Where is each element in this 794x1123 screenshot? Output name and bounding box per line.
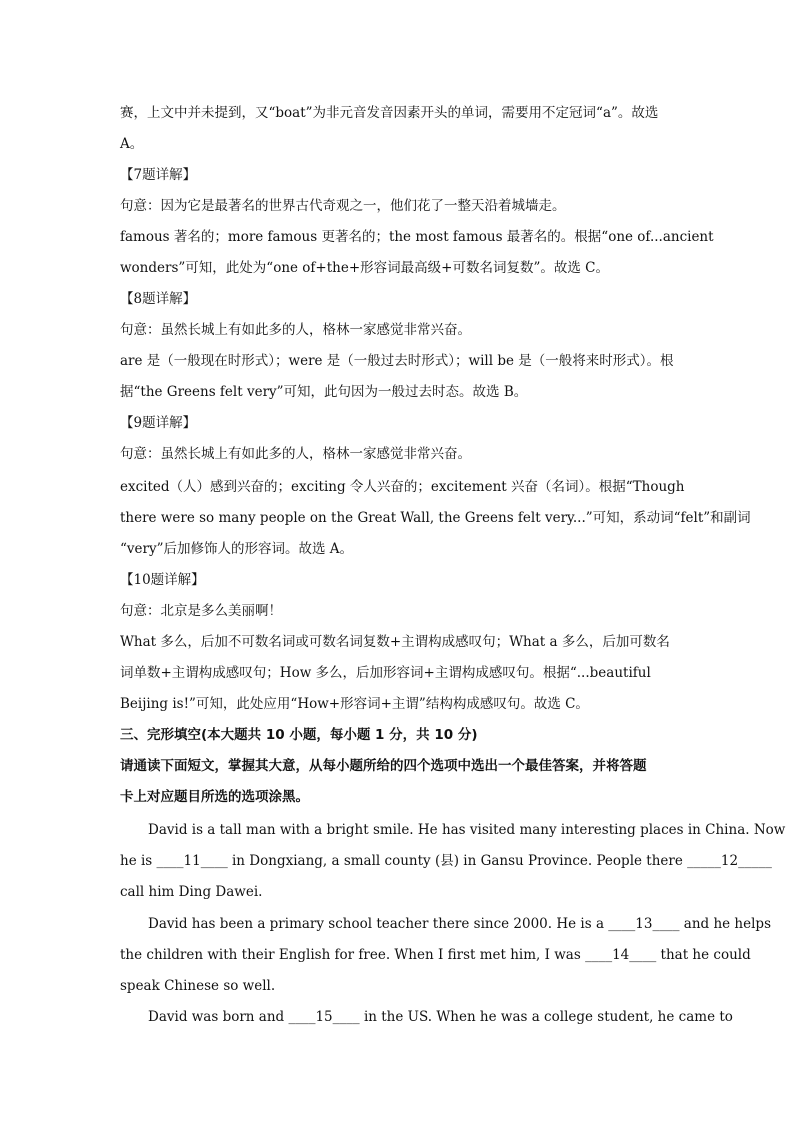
- explanation-line: 句意：虽然长城上有如此多的人，格林一家感觉非常兴奋。: [120, 446, 471, 462]
- explanation-line: 【7题详解】: [120, 167, 197, 183]
- passage-line: speak Chinese so well.: [120, 978, 276, 994]
- passage-text: the children with their English for free. When I first met him, I was: [120, 947, 586, 963]
- passage-line: [148, 1007, 733, 1027]
- blank-14: ____14____: [585, 947, 657, 963]
- explanation-line: 【10题详解】: [120, 572, 205, 588]
- explanation-line: 【8题详解】: [120, 291, 197, 307]
- explanation-line: 句意：虽然长城上有如此多的人，格林一家感觉非常兴奋。: [120, 322, 471, 338]
- explanation-line: there were so many people on the Great Wall, the Greens felt very...”可知，系动词“felt”和副词: [120, 510, 751, 526]
- explanation-line: A。: [120, 136, 144, 152]
- passage-line: [120, 945, 751, 965]
- explanation-line: “very”后加修饰人的形容词。故选 A。: [120, 541, 354, 557]
- passage-text: in the US. When he was a college student, he came to: [359, 1009, 733, 1025]
- passage-text: that he could: [656, 947, 751, 963]
- passage-line: David is a tall man with a bright smile. He has visited many interesting places in China. Now: [148, 822, 786, 838]
- explanation-line: What 多么，后加不可数名词或可数名词复数+主谓构成感叹句；What a 多么，后加可数名: [120, 634, 670, 650]
- explanation-line: 据“the Greens felt very”可知，此句因为一般过去时态。故选 B。: [120, 384, 528, 400]
- explanation-line: 【9题详解】: [120, 415, 197, 431]
- explanation-line: are 是（一般现在时形式）；were 是（一般过去时形式）；will be 是（一般将来时形式）。根: [120, 353, 674, 369]
- blank-15: ____15____: [288, 1009, 360, 1025]
- passage-text: he is: [120, 853, 157, 869]
- explanation-line: 赛，上文中并未提到，又“boat”为非元音发音因素开头的单词，需要用不定冠词“a”。故选: [120, 105, 659, 121]
- passage-line: [120, 851, 772, 871]
- passage-line: call him Ding Dawei.: [120, 884, 263, 900]
- explanation-line: 句意：因为它是最著名的世界古代奇观之一，他们花了一整天沿着城墙走。: [120, 198, 566, 214]
- explanation-line: famous 著名的；more famous 更著名的；the most famous 最著名的。根据“one of...ancient: [120, 229, 714, 245]
- passage-line: [148, 914, 771, 934]
- passage-text: David has been a primary school teacher there since 2000. He is a: [148, 916, 609, 932]
- explanation-line: 句意：北京是多么美丽啊！: [120, 603, 282, 619]
- passage-text: David was born and: [148, 1009, 289, 1025]
- passage-text: in Dongxiang, a small county (县) in Gansu Province. People there: [227, 853, 688, 869]
- explanation-line: excited（人）感到兴奋的；exciting 令人兴奋的；excitement 兴奋（名词）。根据“Though: [120, 479, 685, 495]
- instruction-line-1: 请通读下面短文，掌握其大意，从每小题所给的四个选项中选出一个最佳答案，并将答题: [120, 758, 647, 774]
- explanation-line: 词单数+主谓构成感叹句；How 多么，后加形容词+主谓构成感叹句。根据“...beautiful: [120, 665, 651, 681]
- blank-13: ____13____: [608, 916, 680, 932]
- section-title: 三、完形填空(本大题共 10 小题，每小题 1 分，共 10 分): [120, 727, 478, 743]
- blank-11: ____11____: [156, 853, 228, 869]
- explanation-line: Beijing is!”可知，此处应用“How+形容词+主谓”结构构成感叹句。故选 C。: [120, 696, 589, 712]
- instruction-line-2: 卡上对应题目所选的选项涂黑。: [120, 789, 309, 805]
- blank-12: _____12_____: [687, 853, 772, 869]
- explanation-line: wonders”可知，此处为“one of+the+形容词最高级+可数名词复数”。故选 C。: [120, 260, 609, 276]
- passage-text: and he helps: [679, 916, 771, 932]
